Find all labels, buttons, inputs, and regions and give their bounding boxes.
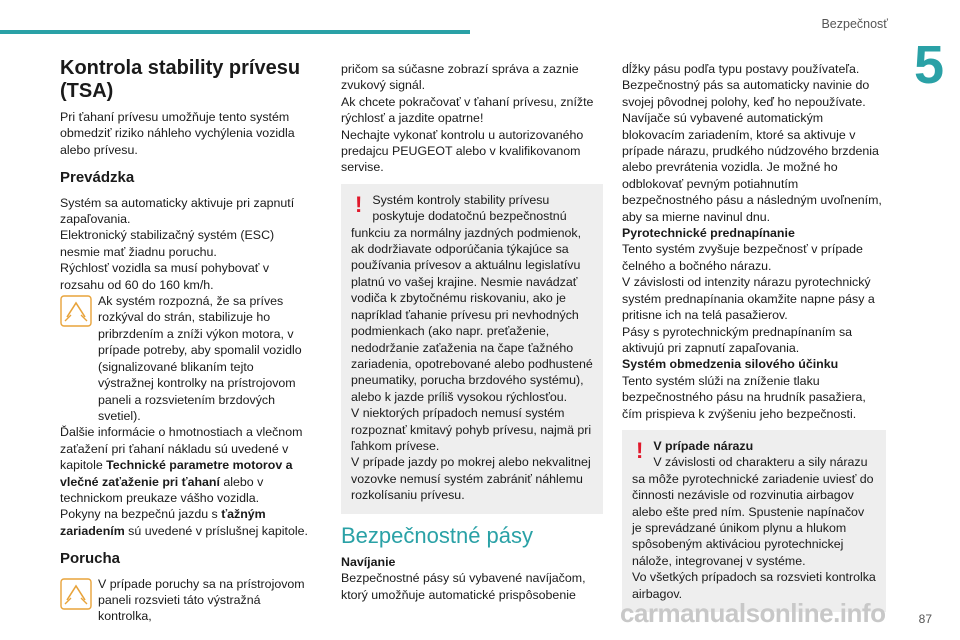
bold-span: Navíjanie (341, 554, 396, 569)
exclamation-icon: ! (355, 191, 363, 217)
bold-span: V prípade nárazu (653, 438, 754, 453)
paragraph: Systém sa automaticky aktivuje pri zapnutí zapaľovania. (60, 195, 295, 227)
paragraph: Ak chcete pokračovať v ťahaní prívesu, znížte rýchlosť a jazdite opatrne! (341, 94, 594, 126)
page-number: 87 (918, 612, 932, 626)
paragraph: Elektronický stabilizačný systém (ESC) nesmie mať žiadnu poruchu. (60, 228, 275, 259)
caution-text: Systém kontroly stability prívesu poskytuje dodatočnú bezpečnostnú funkciu za normálny jazdných podmienok, ak dodržiavate odporúčania týkajúce sa používania prívesov a aktuálnu legislatívu platnú vo vašej krajine. Nesmie navádzať vodiča k zbytočnému riskovaniu, ako je napríklad ťahanie prívesu pri nevhodných podmienkach (ako napr. preťaženie, nedodržanie zaťaženia na čape ťažného zariadenia, opotrebované alebo podhustené pneumatiky, porucha brzdového systému), alebo k jazde príliš vysokou rýchlosťou. (351, 192, 593, 404)
paragraph: V závislosti od intenzity nárazu pyrotechnický systém prednapínania okamžite napne pásy a pritisne ich na telá pasažierov. (622, 275, 875, 323)
exclamation-icon: ! (636, 437, 644, 463)
paragraph: Nechajte vykonať kontrolu u autorizovaného predajcu PEUGEOT alebo v kvalifikovanom servise. (341, 127, 584, 175)
subheading-navijanie (341, 554, 603, 570)
caution-text: Vo všetkých prípadoch sa rozsvieti kontrolka airbagov. (632, 570, 876, 601)
paragraph: Navíjače sú vybavené automatickým blokovacím zariadením, ktoré sa aktivuje v prípade nárazu, prudkého núdzového brzdenia alebo prevrátenia vozidla. Je možné ho odblokovať pevným potiahnutím bezpečnostného pásu a následným uvoľnením, aby sa mierne navinul dnu. (622, 111, 882, 224)
text-span: Pokyny na bezpečnú jazdu s (60, 507, 222, 522)
intro-text: Pri ťahaní prívesu umožňuje tento systém obmedziť riziko náhleho vychýlenia vozidla alebo prívesu. (60, 110, 295, 157)
bold-span: Systém obmedzenia silového účinku (622, 357, 839, 372)
caution-text: V niektorých prípadoch nemusí systém rozpoznať kmitavý pohyb prívesu, najmä pri ľahkom prívese. (351, 406, 592, 453)
paragraph: Rýchlosť vozidla sa musí pohybovať v rozsahu od 60 do 160 km/h. (60, 261, 270, 292)
paragraph: pričom sa súčasne zobrazí správa a zaznie zvukový signál. (341, 62, 579, 93)
paragraph: dĺžky pásu podľa typu postavy používateľa. Bezpečnostný pás sa automaticky navinie do svojej pôvodnej polohy, keď ho nepoužívate. (622, 62, 870, 109)
bold-span: ťažným zariadením (60, 507, 266, 538)
heading-bezpecnostne-pasy: Bezpečnostné pásy (341, 522, 534, 548)
caution-box (341, 184, 603, 514)
section-title: Bezpečnosť (821, 17, 888, 31)
heading-porucha: Porucha (60, 550, 121, 568)
warning-text: Ak systém rozpozná, že sa príves rozkýval do strán, stabilizuje ho pribrzdením a zníži výkon motora, v prípade potreby, aby spomalil vozidlo (signalizované blikaním tejto výstražnej kontrolky na prístrojovom paneli a rozsvietením brzdových svetiel). (98, 294, 302, 423)
paragraph (60, 424, 312, 506)
caution-text: V prípade jazdy po mokrej alebo nekvalitnej vozovke nemusí systém zabrániť náhlemu rozkolísaniu prívesu. (351, 455, 591, 503)
paragraph: Tento systém slúži na zníženie tlaku bezpečnostného pásu na hrudník pasažiera, čím prispieva k zvýšeniu jeho bezpečnosti. (622, 373, 866, 421)
caution-text: V závislosti od charakteru a sily nárazu sa môže pyrotechnické zariadenie uviesť do činnosti nezávisle od rozvinutia airbagov alebo ešte pred ním. Spustenie napínačov je sprevádzané únikom plynu a hlukom spôsobeným aktiváciou pyrotechnickej nálože, integrovanej v systéme. (632, 455, 874, 568)
warning-text: V prípade poruchy sa na prístrojovom paneli rozsvieti táto výstražná kontrolka, (98, 576, 305, 624)
paragraph: Tento systém zvyšuje bezpečnosť v prípade čelného a bočného nárazu. (622, 242, 863, 273)
paragraph (60, 506, 312, 539)
column-3 (622, 61, 886, 620)
heading-prevadzka: Prevádzka (60, 169, 135, 187)
bold-span: Technické parametre motorov a vlečné zaťaženie pri ťahaní (60, 458, 293, 489)
text-span: sú uvedené v príslušnej kapitole. (124, 523, 308, 538)
text-span: alebo v technickom preukaze vášho vozidla. (60, 474, 264, 505)
caution-title (632, 438, 876, 454)
paragraph: Pásy s pyrotechnickým prednapínaním sa aktivujú pri zapnutí zapaľovania. (622, 324, 853, 355)
subheading-obmedzenie (622, 356, 886, 372)
column-1 (60, 52, 312, 625)
watermark: carmanualsonline.info (620, 598, 886, 628)
trailer-warning-icon (60, 578, 92, 610)
caution-box (622, 430, 886, 612)
subheading-pyro (622, 225, 886, 241)
chapter-number: 5 (898, 36, 960, 94)
failure-note (60, 576, 312, 625)
page-title: Kontrola stability prívesu (TSA) (60, 57, 301, 102)
bold-span: Pyrotechnické prednapínanie (622, 226, 795, 241)
text-span: Ďalšie informácie o hmotnostiach a vlečnom zaťažení pri ťahaní nákladu sú uvedené v kapitole (60, 425, 303, 473)
paragraph: Bezpečnostné pásy sú vybavené navíjačom, ktorý umožňuje automatické prispôsobenie (341, 571, 586, 602)
column-2 (341, 61, 603, 603)
top-accent-bar (0, 30, 470, 34)
warning-lamp-note (60, 293, 312, 424)
trailer-warning-icon (60, 295, 92, 327)
